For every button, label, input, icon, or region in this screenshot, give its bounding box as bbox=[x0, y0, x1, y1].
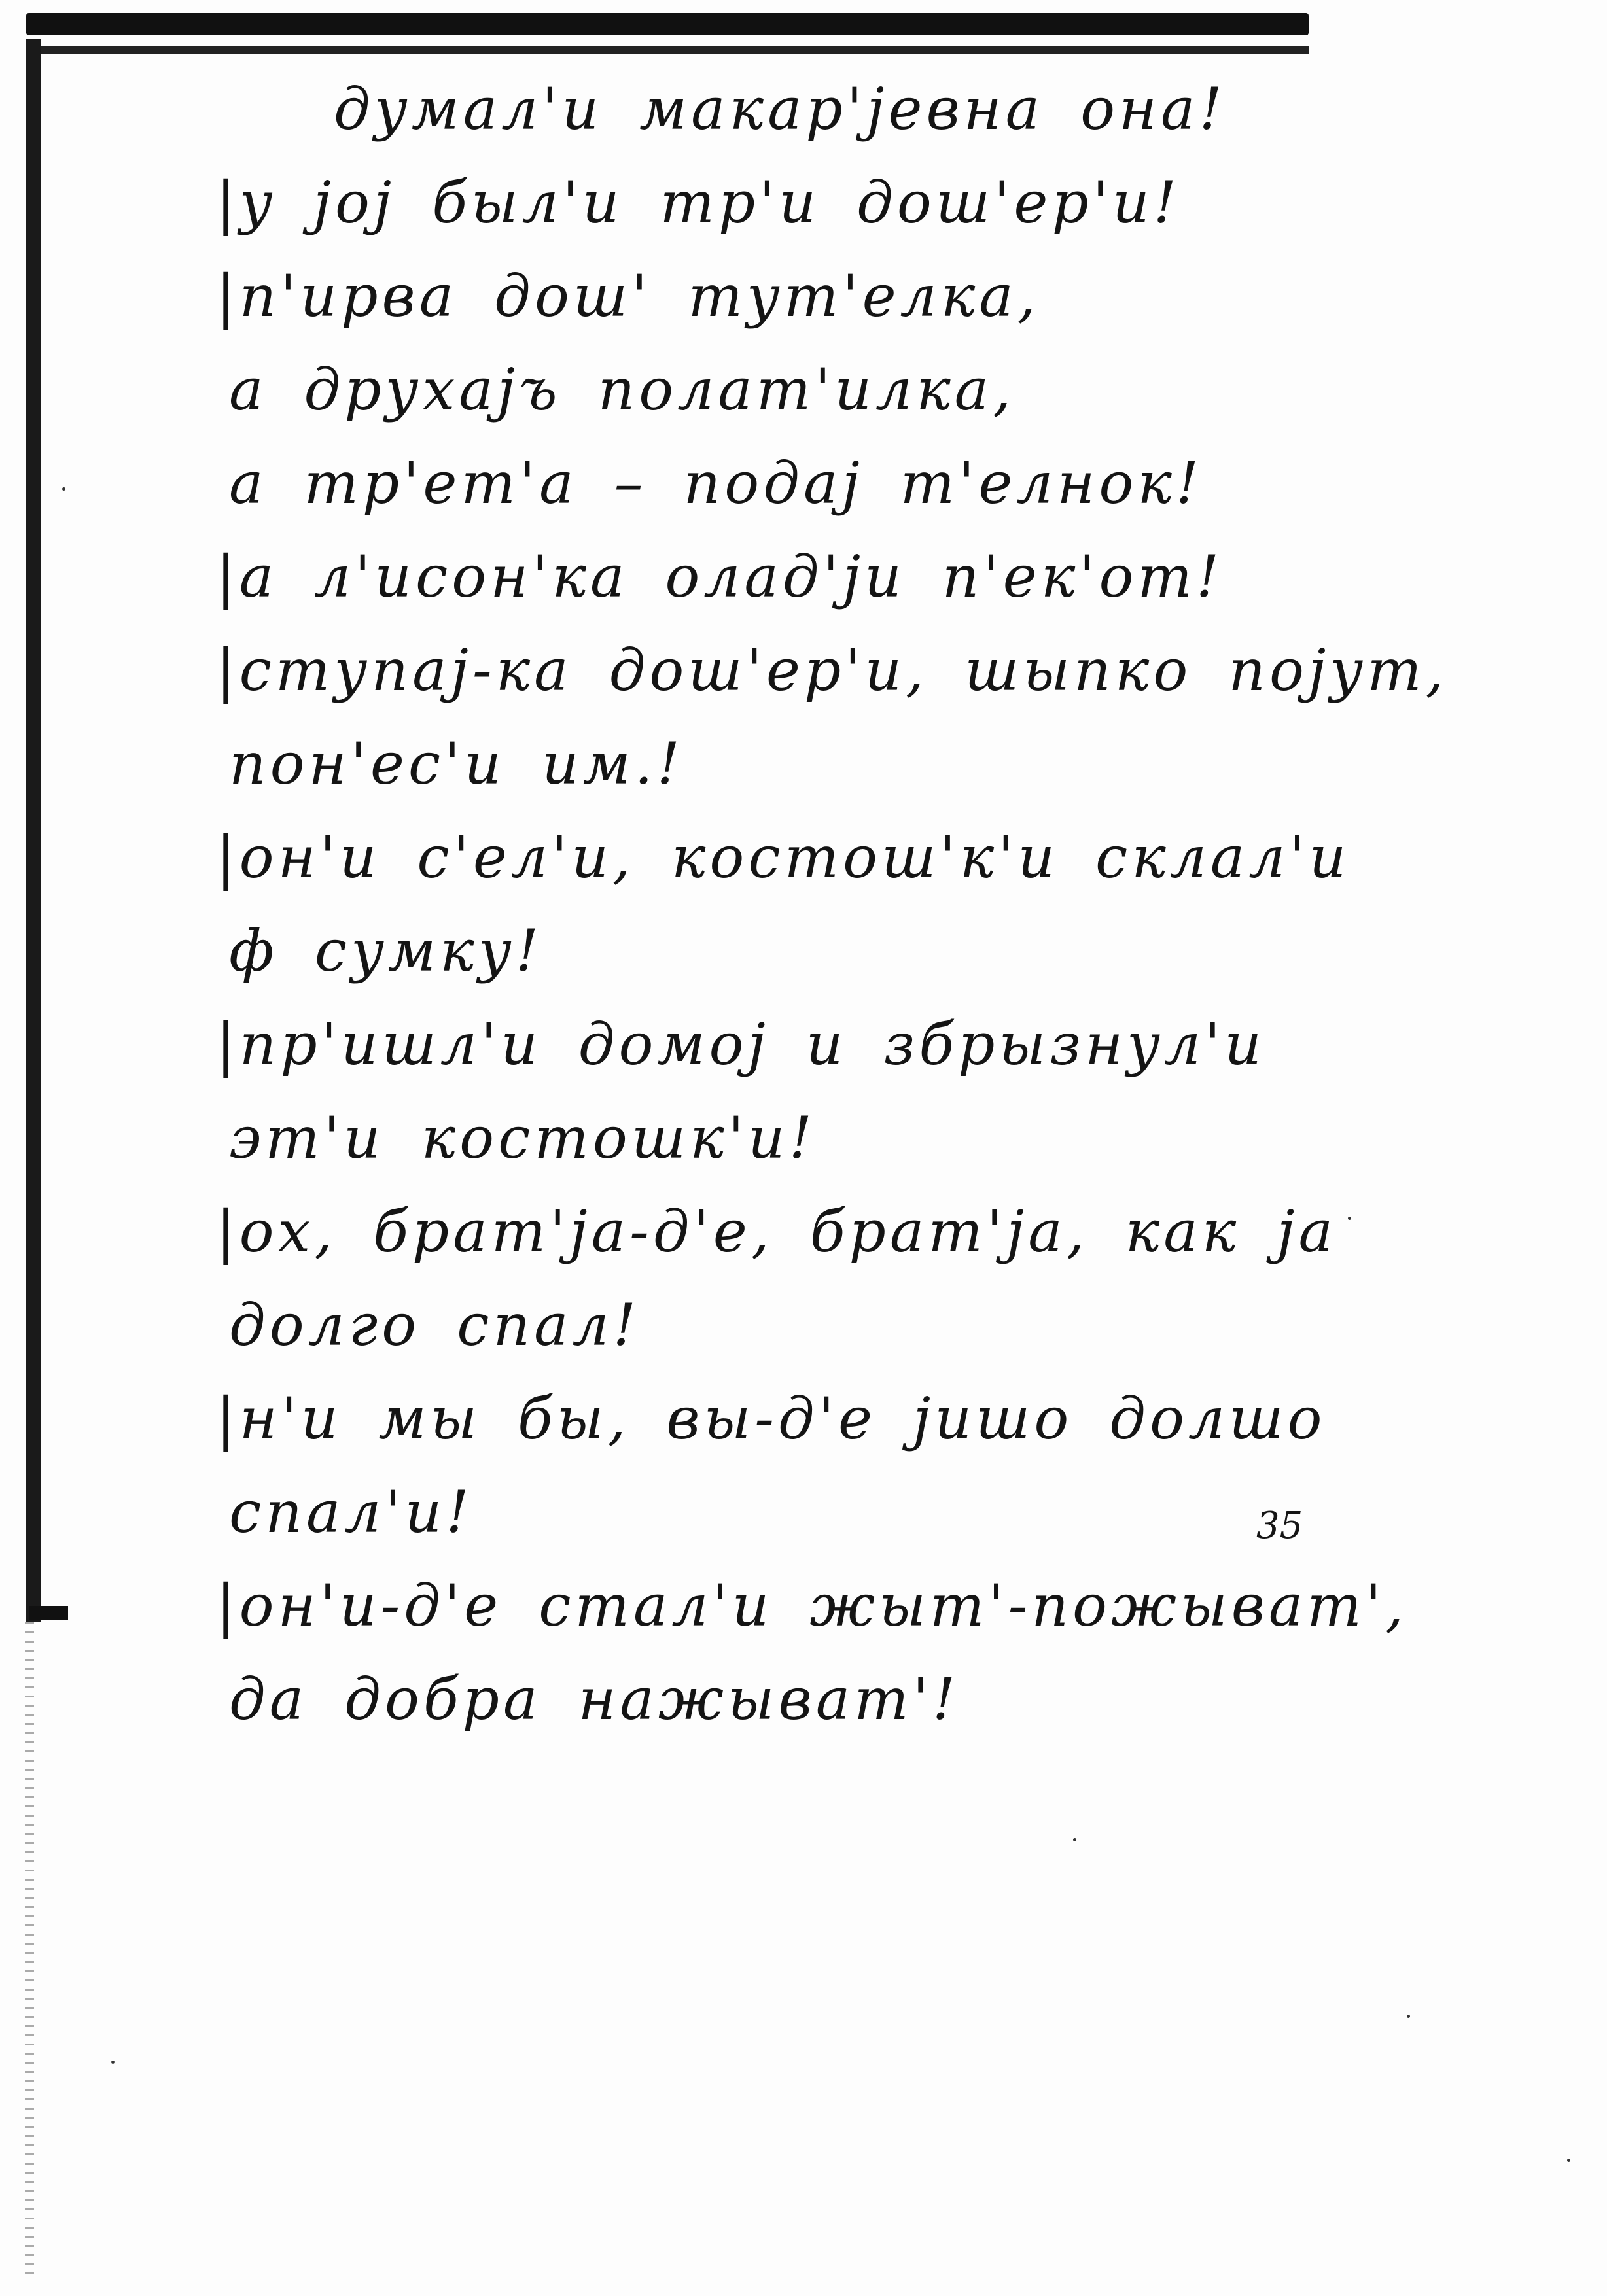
scan-speck bbox=[1073, 1838, 1076, 1841]
text-line: |а л'исон'ка олад'ји п'ек'от! bbox=[216, 543, 1224, 610]
page-number: 35 bbox=[1256, 1505, 1303, 1547]
text-line: |у јој был'и тр'и дош'ер'и! bbox=[216, 169, 1181, 236]
scanner-top-edge bbox=[26, 13, 1309, 35]
text-line: |ступај-ка дош'ер'и, шыпко појут, bbox=[216, 636, 1448, 704]
scanner-left-noise bbox=[25, 1622, 34, 2276]
text-line: спал'и! bbox=[229, 1478, 473, 1546]
text-line: думал'и макар'јевна она! bbox=[334, 75, 1226, 143]
scanner-left-edge bbox=[26, 39, 41, 1622]
handwritten-text-block bbox=[216, 62, 1448, 1746]
scan-speck bbox=[111, 2061, 115, 2064]
scan-speck bbox=[1407, 2015, 1410, 2018]
text-line: |п'ирва дош' тут'елка, bbox=[216, 262, 1040, 330]
scan-speck bbox=[1567, 2159, 1570, 2162]
text-line: а друхајъ полат'илка, bbox=[229, 356, 1015, 423]
text-line: |ох, брат'ја-д'е, брат'ја, как ја bbox=[216, 1198, 1337, 1265]
text-line: пон'ес'и им.! bbox=[229, 730, 684, 797]
text-line: ф сумку! bbox=[229, 917, 543, 984]
text-line: долго спал! bbox=[229, 1291, 641, 1359]
scan-speck bbox=[1348, 1217, 1351, 1220]
scanner-top-edge-line bbox=[26, 46, 1309, 54]
text-line: |он'и с'ел'и, костош'к'и склал'и bbox=[216, 824, 1351, 891]
scanner-left-notch bbox=[29, 1606, 68, 1620]
text-line: эт'и костошк'и! bbox=[229, 1104, 816, 1172]
text-line: |пр'ишл'и домој и збрызнул'и bbox=[216, 1011, 1265, 1078]
text-line: да добра нажыват'! bbox=[229, 1665, 960, 1733]
text-line: а тр'ет'а – подај т'елнок! bbox=[229, 449, 1203, 517]
text-line: |н'и мы бы, вы-д'е јишо долшо bbox=[216, 1385, 1326, 1452]
scan-speck bbox=[62, 487, 65, 491]
text-line: |он'и-д'е стал'и жыт'-пожыват', bbox=[216, 1572, 1408, 1639]
